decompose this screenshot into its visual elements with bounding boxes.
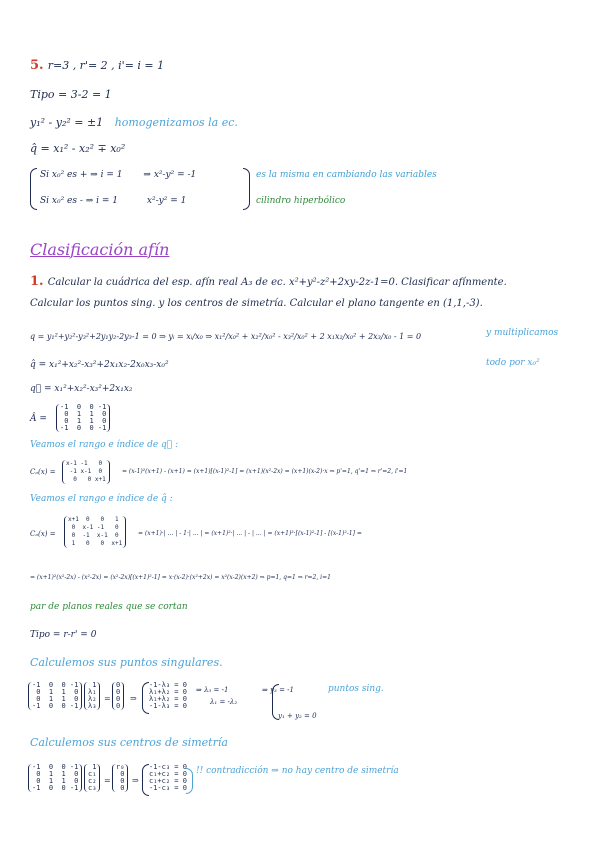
matrix-A-hat: -1 0 0 -1 0 1 1 0 0 1 1 0 -1 0 0 -1: [56, 404, 110, 432]
note-multiply-1: y multiplicamos: [486, 328, 559, 338]
line-rank-qhat: Veamos el rango e índice de q̂ :: [30, 494, 173, 504]
line-rank-q: Veamos el rango e índice de q⃗ :: [30, 440, 179, 450]
system-centers: -1-c₃ = 0 c₁+c₂ = 0 c₁+c₂ = 0 -1-c₃ = 0: [149, 763, 187, 792]
vector-r0: r₀ 0 0 0: [112, 764, 128, 792]
line-qvec: q⃗ = x₁²+x₂²-x₃²+2x₁x₂: [30, 384, 133, 394]
line-statement-2: Calcular los puntos sing. y los centros de simetría. Calcular el plano tangente en (1,1,-3).: [30, 298, 483, 309]
line-exercise-1: 1. Calcular la cuádrica del esp. afín real A₃ de ec. x²+y²-z²+2xy-2z-1=0. Clasificar afínmente.: [30, 274, 507, 289]
label-A-hat: Â =: [30, 414, 47, 424]
case-positive: Si x₀² es + ⇒ i = 1 ⇒ x²-y² = -1: [40, 170, 197, 180]
note-contradiction: !! contradicción ⇒ no hay centro de simetría: [196, 766, 399, 776]
line-charpoly-qhat-2: = (x+1)²(x²-2x) - (x²-2x) = (x²-2x)[(x+1)²-1] = x·(x-2)·(x²+2x) = x²(x-2)(x+2) ⇒ p=1, q=1 ⇒ r=2, i=1: [30, 574, 331, 581]
matrix-C0-qhat: x+1 0 0 1 0 x-1 -1 0 0 -1 x-1 0 1 0 0 x+1: [64, 516, 126, 548]
matrix-C0-q: x-1 -1 0 -1 x-1 0 0 0 x+1: [62, 460, 110, 484]
case-brace-right: [243, 168, 250, 210]
line-result: par de planos reales que se cortan: [30, 602, 188, 612]
note-cylinder: cilindro hiperbólico: [256, 196, 346, 206]
vector-lambda: 1 λ₁ λ₂ λ₃: [84, 682, 100, 710]
line-charpoly-qhat: = (x+1)·| ... | - 1·| ... | = (x+1)²·| ... | - | ... | = (x+1)²·[(x-1)²-1] - [(x-1)²-1] =: [138, 530, 362, 537]
note-homogenize: homogenizamos la ec.: [114, 116, 238, 129]
matrix-centers: -1 0 0 -1 0 1 1 0 0 1 1 0 -1 0 0 -1: [28, 764, 82, 792]
line-qhat: q̂ = x₁² - x₂² ∓ x₀²: [30, 142, 126, 155]
line-charpoly-q: = (x-1)²(x+1) - (x+1) = (x+1)[(x-1)²-1] = (x+1)(x²-2x) = (x+1)(x-2)·x ⇒ p'=1, q'=1 ⇒ r'=2, i'=1: [122, 468, 408, 475]
label-C0-hat: Cₒ(x) =: [30, 530, 56, 538]
line-singular-heading: Calculemos sus puntos singulares.: [30, 656, 223, 669]
line-centers-heading: Calculemos sus centros de simetría: [30, 736, 228, 749]
case-brace: [30, 168, 37, 210]
note-singular-points: puntos sing.: [328, 684, 384, 694]
exercise-number: 5.: [30, 58, 44, 73]
matrix-singular: -1 0 0 -1 0 1 1 0 0 1 1 0 -1 0 0 -1: [28, 682, 82, 710]
line-tipo: Tipo = 3-2 = 1: [30, 88, 112, 101]
label-C0: Cₒ(x) =: [30, 468, 56, 476]
section-heading: Clasificación afín: [30, 240, 170, 259]
line-equation: y₁² - y₂² = ±1 homogenizamos la ec.: [30, 116, 238, 129]
line-q-dehomog: q = y₁²+y₂²-y₃²+2y₁y₂-2y₃-1 = 0 ⇒ yᵢ = xᵢ/x₀ ⇒ x₁²/x₀² + x₂²/x₀² - x₃²/x₀² + 2 x₁x₂/x₀² + 2x₃/x₀ - 1 = 0: [30, 332, 422, 341]
vector-c: 1 c₁ c₂ c₃: [84, 764, 100, 792]
line-qhat-homog: q̂ = x₁²+x₂²-x₃²+2x₁x₂-2x₀x₃-x₀²: [30, 360, 169, 370]
vector-zero: 0 0 0 0: [112, 682, 124, 710]
case-negative: Si x₀² es - ⇒ i = 1 x²-y² = 1: [40, 196, 187, 206]
notes-page: 5. r=3 , r'= 2 , i'= i = 1 Tipo = 3-2 = 1 y₁² - y₂² = ±1 homogenizamos la ec. q̂ = x₁² - x₂² ∓ x₀² Si x₀² es + ⇒ i = 1 ⇒ x²-y² = -1 Si x₀² es - ⇒ i = 1 x²-y² = 1 es la misma en cambiando las variables cilindro hiperbólico Clasificación afín 1. Calcular la cuádrica del esp. afín real A₃ de ec. x²+y²-z²+2xy-2z-1=0. Clasificar afínmente. Calcular los puntos sing. y los centros de simetría. Calcular el plano tangente en (1,1,-3). q = y₁²+y₂²-y₃²+2y₁y₂-2y₃-1 = 0 ⇒ yᵢ = xᵢ/x₀ ⇒ x₁²/x₀² + x₂²/x₀² - x₃²/x₀² + 2 x₁x₂/x₀² + 2x₃/x₀ - 1 = 0 y multiplicamos todo por x₀² q̂ = x₁²+x₂²-x₃²+2x₁x₂-2x₀x₃-x₀² q⃗ = x₁²+x₂²-x₃²+2x₁x₂ Â = -1 0 0 -1 0 1 1 0 0 1 1 0 -1 0 0 -1 Veamos el rango e índice de q⃗ : Cₒ(x) = x-1 -1 0 -1 x-1 0 0 0 x+1 = (x-1)²(x+1) - (x+1) = (x+1)[(x-1)²-1] = (x+1)(x²-2x) = (x+1)(x-2)·x ⇒ p'=1, q'=1 ⇒ r'=2, i'=1 Veamos el rango e índice de q̂ : Cₒ(x) = x+1 0 0 1 0 x-1 -1 0 0 -1 x-1 0 1 0 0 x+1 = (x+1)·| ... | - 1·| ... | = (x+1)²·| ... | - | ... | = (x+1)²·[(x-1)²-1] - [(x-1)²-1] = = (x+1)²(x²-2x) - (x²-2x) = (x²-2x)[(x+1)²-1] = x·(x-2)·(x²+2x) = x²(x-2)(x+2) ⇒ p=1, q=1 ⇒ r=2, i=1 par de planos reales que se cortan Tipo = r-r' = 0 Calculemos sus puntos singulares. -1 0 0 -1 0 1 1 0 0 1 1 0 -1 0 0 -1 1 λ₁ λ₂ λ₃ = 0 0 0 0 ⇒ -1-λ₃ = 0 λ₁+λ₂ = 0 λ₁+λ₂ = 0 -1-λ₃ = 0 ⇒ λ₃ = -1 λ₁ = -λ₂ ⇒ y₃ = -1 y₁ + y₂ = 0 puntos sing. Calculemos sus centros de simetría -1 0 0 -1 0 1 1 0 0 1 1 0 -1 0 0 -1 1 c₁ c₂ c₃ = r₀ 0 0 0 ⇒ -1-c₃ = 0 c₁+c₂ = 0 c₁+c₂ = 0 -1-c₃ = 0 !! contradicción ⇒ no hay centro de simetría: [0, 0, 600, 848]
exercise-number: 1.: [30, 274, 44, 289]
note-same: es la misma en cambiando las variables: [256, 170, 437, 180]
system-singular: -1-λ₃ = 0 λ₁+λ₂ = 0 λ₁+λ₂ = 0 -1-λ₃ = 0: [149, 681, 187, 710]
line-exercise-5: 5. r=3 , r'= 2 , i'= i = 1: [30, 58, 165, 73]
note-multiply-2: todo por x₀²: [486, 358, 540, 368]
line-tipo-2: Tipo = r-r' = 0: [30, 630, 97, 640]
